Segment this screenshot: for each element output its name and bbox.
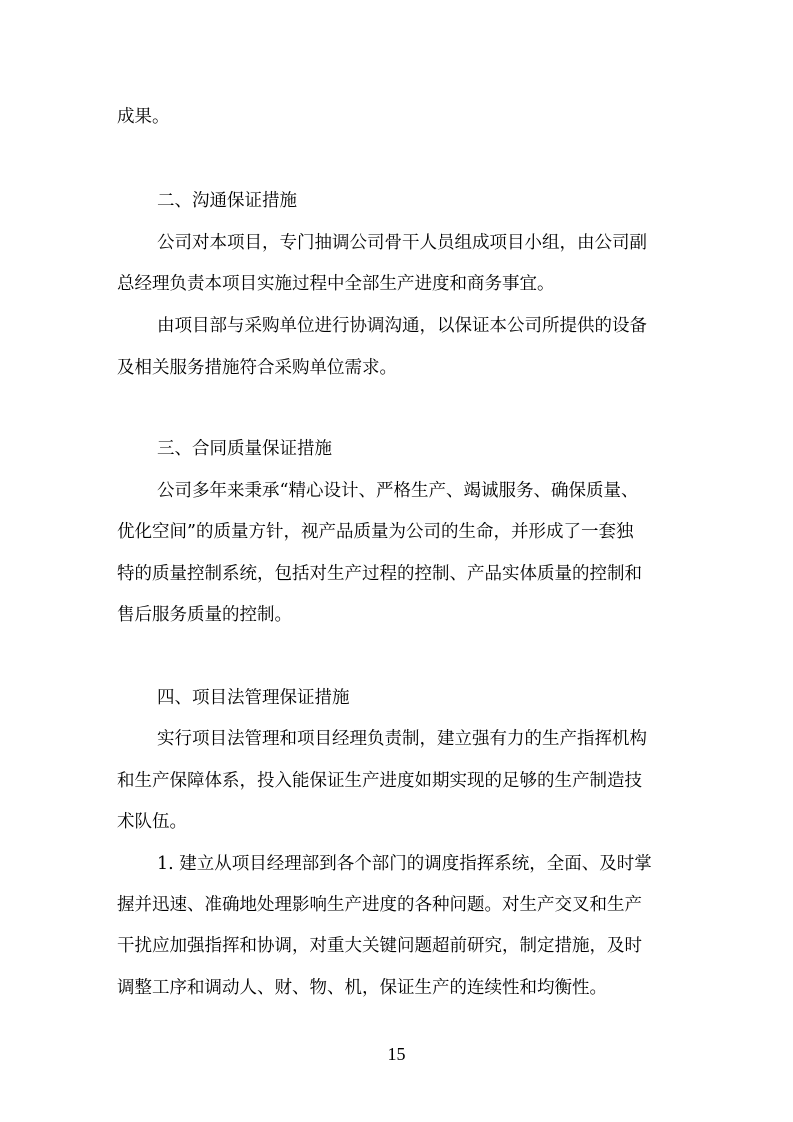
- paragraph-3-1-line-1: 公司多年来秉承“精心设计、严格生产、竭诚服务、确保质量、: [157, 481, 639, 501]
- section-heading-2: 二、沟通保证措施: [157, 191, 297, 211]
- section-heading-3: 三、合同质量保证措施: [157, 439, 332, 459]
- paragraph-3-1-line-4: 售后服务质量的控制。: [117, 605, 292, 625]
- paragraph-4-2-line-4: 调整工序和调动人、财、物、机，保证生产的连续性和均衡性。: [117, 978, 607, 998]
- paragraph-2-1-line-2: 总经理负责本项目实施过程中全部生产进度和商务事宜。: [117, 274, 555, 294]
- paragraph-3-1-line-3: 特的质量控制系统，包括对生产过程的控制、产品实体质量的控制和: [117, 564, 642, 584]
- paragraph-4-1-line-2: 和生产保障体系，投入能保证生产进度如期实现的足够的生产制造技: [117, 771, 642, 791]
- paragraph-2-2-line-1: 由项目部与采购单位进行协调沟通，以保证本公司所提供的设备: [157, 316, 647, 336]
- paragraph-4-2-line-2: 握并迅速、准确地处理影响生产进度的各种问题。对生产交叉和生产: [117, 895, 642, 915]
- paragraph-4-1-line-1: 实行项目法管理和项目经理负责制，建立强有力的生产指挥机构: [157, 729, 647, 749]
- paragraph-2-1-line-1: 公司对本项目，专门抽调公司骨干人员组成项目小组，由公司副: [157, 233, 647, 253]
- paragraph-3-1-line-2: 优化空间”的质量方针，视产品质量为公司的生命，并形成了一套独: [117, 522, 634, 542]
- paragraph-4-1-line-3: 术队伍。: [117, 812, 187, 832]
- paragraph-continuation-line-1: 成果。: [117, 107, 170, 127]
- paragraph-4-2-line-1: 1. 建立从项目经理部到各个部门的调度指挥系统，全面、及时掌: [157, 854, 652, 874]
- page-number: 15: [387, 1044, 406, 1064]
- section-heading-4: 四、项目法管理保证措施: [157, 688, 350, 708]
- paragraph-4-2-line-3: 干扰应加强指挥和协调，对重大关键问题超前研究，制定措施，及时: [117, 936, 642, 956]
- paragraph-2-2-line-2: 及相关服务措施符合采购单位需求。: [117, 358, 397, 378]
